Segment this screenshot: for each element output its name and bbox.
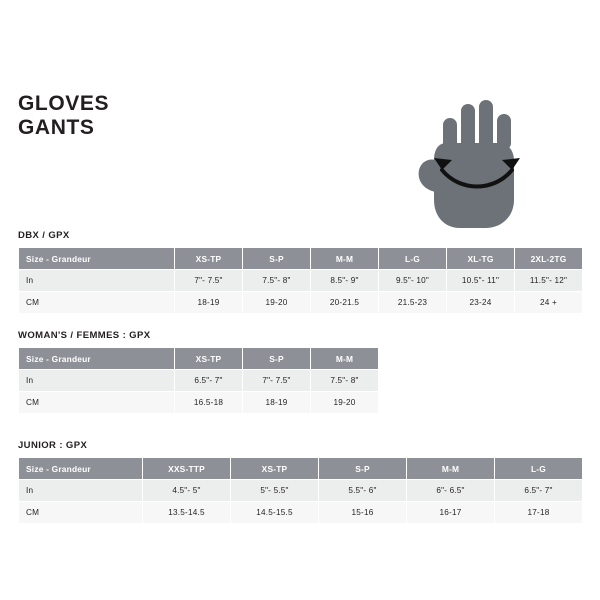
title-line-french: GANTS bbox=[18, 116, 95, 139]
row-label: In bbox=[19, 270, 175, 292]
column-header: XL-TG bbox=[447, 248, 515, 270]
column-header: S-P bbox=[243, 348, 311, 370]
table-cell: 23-24 bbox=[447, 292, 515, 314]
table-header-row bbox=[19, 458, 583, 480]
table-cell: 8.5"- 9" bbox=[311, 270, 379, 292]
table-cell: 21.5-23 bbox=[379, 292, 447, 314]
table-cell: 18-19 bbox=[175, 292, 243, 314]
table-row bbox=[19, 292, 583, 314]
table-cell: 7"- 7.5" bbox=[243, 370, 311, 392]
row-label: CM bbox=[19, 292, 175, 314]
table-row bbox=[19, 480, 583, 502]
column-header: Size - Grandeur bbox=[19, 348, 175, 370]
table-cell: 9.5"- 10" bbox=[379, 270, 447, 292]
table-row bbox=[19, 392, 379, 414]
section-junior-gpx bbox=[18, 440, 582, 524]
table-cell: 5.5"- 6" bbox=[319, 480, 407, 502]
column-header: M-M bbox=[311, 248, 379, 270]
table-cell: 19-20 bbox=[243, 292, 311, 314]
table-cell: 6.5"- 7" bbox=[495, 480, 583, 502]
column-header: XS-TP bbox=[175, 348, 243, 370]
section-label: WOMAN'S / FEMMES : GPX bbox=[18, 330, 151, 341]
column-header: Size - Grandeur bbox=[19, 458, 143, 480]
table-cell: 7.5"- 8" bbox=[311, 370, 379, 392]
section-dbx-gpx bbox=[18, 230, 582, 314]
table-cell: 7.5"- 8" bbox=[243, 270, 311, 292]
table-cell: 10.5"- 11" bbox=[447, 270, 515, 292]
column-header: S-P bbox=[319, 458, 407, 480]
table-header-row bbox=[19, 248, 583, 270]
table-cell: 16-17 bbox=[407, 502, 495, 524]
section-label: JUNIOR : GPX bbox=[18, 440, 88, 451]
column-header: XS-TP bbox=[175, 248, 243, 270]
row-label: In bbox=[19, 480, 143, 502]
table-cell: 17-18 bbox=[495, 502, 583, 524]
table-cell: 7"- 7.5" bbox=[175, 270, 243, 292]
size-table-junior-gpx bbox=[18, 457, 583, 524]
table-cell: 24 + bbox=[515, 292, 583, 314]
table-cell: 4.5"- 5" bbox=[143, 480, 231, 502]
page-title bbox=[18, 92, 109, 140]
section-label: DBX / GPX bbox=[18, 230, 70, 241]
row-label: CM bbox=[19, 502, 143, 524]
table-cell: 11.5"- 12" bbox=[515, 270, 583, 292]
column-header: L-G bbox=[379, 248, 447, 270]
table-cell: 15-16 bbox=[319, 502, 407, 524]
row-label: CM bbox=[19, 392, 175, 414]
table-cell: 14.5-15.5 bbox=[231, 502, 319, 524]
column-header: XS-TP bbox=[231, 458, 319, 480]
table-cell: 19-20 bbox=[311, 392, 379, 414]
size-table-dbx-gpx bbox=[18, 247, 583, 314]
section-womans-gpx bbox=[18, 330, 582, 414]
column-header: XXS-TTP bbox=[143, 458, 231, 480]
column-header: S-P bbox=[243, 248, 311, 270]
size-table-womans-gpx bbox=[18, 347, 379, 414]
table-row bbox=[19, 502, 583, 524]
column-header: M-M bbox=[407, 458, 495, 480]
title-line-english: GLOVES bbox=[18, 92, 110, 115]
table-cell: 18-19 bbox=[243, 392, 311, 414]
table-cell: 16.5-18 bbox=[175, 392, 243, 414]
table-cell: 20-21.5 bbox=[311, 292, 379, 314]
hand-measure-illustration bbox=[398, 88, 548, 238]
table-row bbox=[19, 370, 379, 392]
table-cell: 6.5"- 7" bbox=[175, 370, 243, 392]
column-header: 2XL-2TG bbox=[515, 248, 583, 270]
column-header: M-M bbox=[311, 348, 379, 370]
column-header: L-G bbox=[495, 458, 583, 480]
table-cell: 5"- 5.5" bbox=[231, 480, 319, 502]
table-row bbox=[19, 270, 583, 292]
table-cell: 13.5-14.5 bbox=[143, 502, 231, 524]
table-header-row bbox=[19, 348, 379, 370]
table-cell: 6"- 6.5" bbox=[407, 480, 495, 502]
row-label: In bbox=[19, 370, 175, 392]
column-header: Size - Grandeur bbox=[19, 248, 175, 270]
